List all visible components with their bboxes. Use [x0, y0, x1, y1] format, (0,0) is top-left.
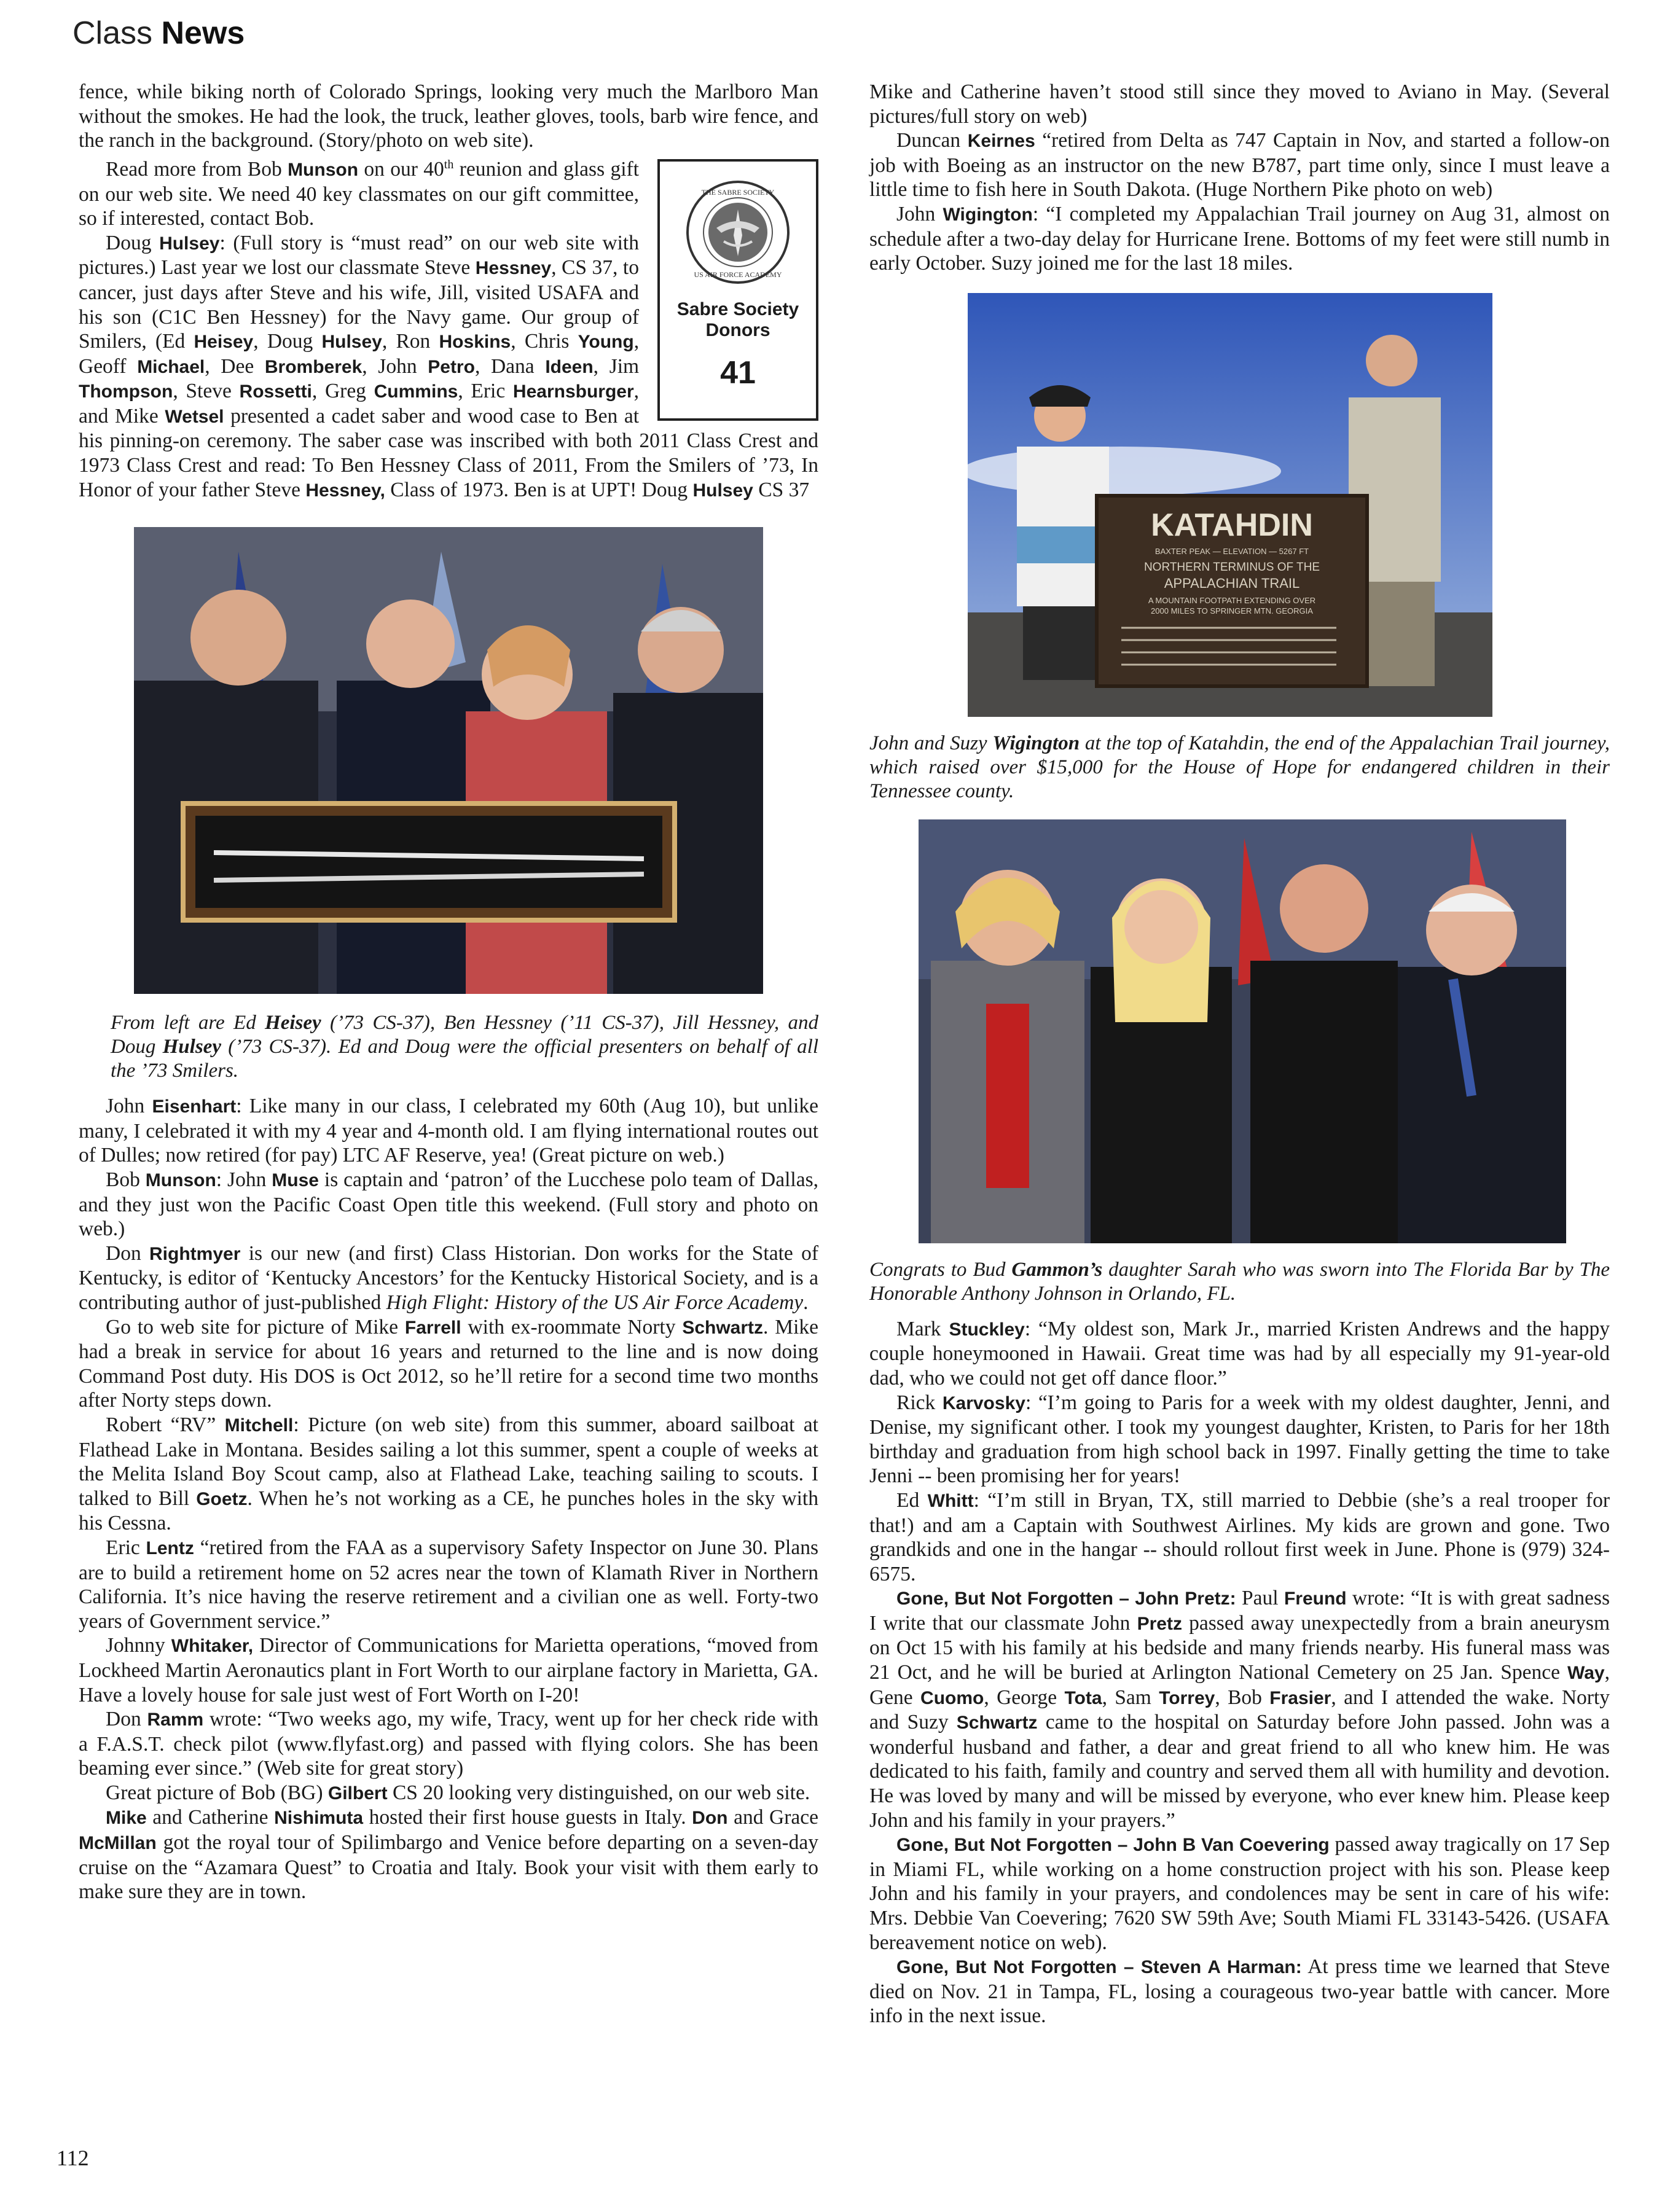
katahdin-sign-line: APPALACHIAN TRAIL — [1164, 575, 1300, 591]
photo-caption: From left are Ed Heisey (’73 CS-37), Ben Hessney (’11 CS-37), Jill Hessney, and Doug Hulsey (’73 CS-37). Ed and Doug were the official presenters on behalf of all the ’73 Smilers. — [111, 1012, 818, 1082]
sabre-society-box — [657, 159, 818, 421]
katahdin-photo — [968, 293, 1492, 717]
paragraph: Doug Hulsey: (Full story is “must read” on our web site with pictures.) Last year we lost our classmate Steve Hessney, CS 37, to cancer, just days after Steve and his wife, Jill, visited USAFA and his son (C1C Ben Hessney) for the Navy game. Our group of Smilers, (Ed Heisey, Doug Hulsey, Ron Hoskins, Chris Young, Geoff Michael, Dee Bromberek, John Petro, Dana Ideen, Jim Thompson, Steve Rossetti, Greg Cummins, Eric Hearnsburger, and Mike Wetsel presented a cadet saber and wood case to Ben at his pinning-on ceremony. The saber case was inscribed with both 2011 Class Crest and 1973 Class Crest and read: To Ben Hessney Class of 2011, From the Smilers of ’73, In Honor of your father Steve Hessney, Class of 1973. Ben is at UPT! Doug Hulsey CS 37 — [79, 231, 818, 501]
svg-text:THE SABRE SOCIETY: THE SABRE SOCIETY — [701, 187, 775, 197]
paragraph: Gone, But Not Forgotten – Steven A Harman: At press time we learned that Steve died on Nov. 21 in Tampa, FL, losing a courageous two-year battle with cancer. More info in the next issue. — [869, 1955, 1610, 2028]
florida-bar-photo — [919, 819, 1566, 1243]
katahdin-sign-line: 2000 MILES TO SPRINGER MTN. GEORGIA — [1151, 606, 1313, 616]
paragraph: fence, while biking north of Colorado Springs, looking very much the Marlboro Man without the smokes. He had the look, the truck, leather gloves, tools, barb wire fence, and the ranch in the background. (Story/photo on web site). — [79, 80, 818, 152]
paragraph: Go to web site for picture of Mike Farrell with ex-roommate Norty Schwartz. Mike had a break in service for about 16 years and returned to the line and is now doing Command Post duty. His DOS is Oct 2012, so he’ll retire for a second time two months after Norty steps down. — [79, 1315, 818, 1412]
right-column — [869, 80, 1610, 2028]
sabre-society-title: Sabre Society Donors — [676, 299, 799, 340]
paragraph: Mike and Catherine Nishimuta hosted their first house guests in Italy. Don and Grace McMillan got the royal tour of Spilimbargo and Venice before departing on a seven-day cruise on the “Azamara Quest” to Croatia and Italy. Book your visit with them early to make sure they are in town. — [79, 1806, 818, 1904]
page-number: 112 — [57, 2146, 89, 2170]
paragraph: Johnny Whitaker, Director of Communications for Marietta operations, “moved from Lockheed Martin Aeronautics plant in Fort Worth to our airplane factory in Marietta, GA. Have a lovely house for sale just west of Fort Worth on I-20! — [79, 1634, 818, 1706]
paragraph: Robert “RV” Mitchell: Picture (on web site) from this summer, aboard sailboat at Flathead Lake in Montana. Besides sailing a lot this summer, spent a couple of weeks at the Melita Island Boy Scout camp, also at Flathead Lake, teaching sailing to scouts. I talked to Bill Goetz. When he’s not working as a CE, he punches holes in the sky with his Cessna. — [79, 1413, 818, 1535]
saber-presentation-photo — [134, 527, 763, 994]
photo-caption: John and Suzy Wigington at the top of Katahdin, the end of the Appalachian Trail journey, which raised over $15,000 for the House of Hope for endangered children in their Tennessee county. — [869, 732, 1610, 802]
paragraph: Ed Whitt: “I’m still in Bryan, TX, still married to Debbie (she’s a real trooper for that!) and am a Captain with Southwest Airlines. My kids are grown and gone. Two grandkids and one in the hangar -- should rollout first week in June. Phone is (979) 324-6575. — [869, 1488, 1610, 1585]
svg-text:US AIR FORCE ACADEMY: US AIR FORCE ACADEMY — [694, 270, 782, 279]
section-header — [73, 17, 245, 49]
paragraph: Read more from Bob Munson on our 40th reunion and glass gift on our web site. We need 40 key classmates on our gift committee, so if interested, contact Bob. — [79, 157, 639, 230]
sabre-society-count: 41 — [720, 354, 756, 391]
katahdin-sign-title: KATAHDIN — [1151, 507, 1313, 543]
paragraph: Don Ramm wrote: “Two weeks ago, my wife, Tracy, went up for her check ride with a F.A.S.T. check pilot (www.flyfast.org) and passed with flying colors. She has been beaming ever since.” (Web site for great story) — [79, 1708, 818, 1780]
left-column — [79, 80, 818, 1904]
paragraph: Don Rightmyer is our new (and first) Class Historian. Don works for the State of Kentucky, is editor of ‘Kentucky Ancestors’ for the Kentucky Historical Society, and is a contributing author of just-published High Flight: History of the US Air Force Academy. — [79, 1241, 818, 1314]
paragraph: Gone, But Not Forgotten – John B Van Coevering passed away tragically on 17 Sep in Miami FL, while working on a home construction project with his son. Please keep John and his family in your prayers, and condolences may be sent in care of his wife: Mrs. Debbie Van Coevering; 7620 SW 59th Ave; South Miami FL 33143-5426. (USAFA bereavement notice on web). — [869, 1833, 1610, 1954]
paragraph: Bob Munson: John Muse is captain and ‘patron’ of the Lucchese polo team of Dallas, and they just won the Pacific Coast Open title this weekend. (Full story and photo on web.) — [79, 1168, 818, 1241]
paragraph: Great picture of Bob (BG) Gilbert CS 20 looking very distinguished, on our web site. — [106, 1781, 810, 1804]
paragraph: John Wigington: “I completed my Appalachian Trail journey on Aug 31, almost on schedule after a two-day delay for Hurricane Irene. Bottoms of my feet were still numb in early October. Suzy joined me for the last 18 miles. — [869, 202, 1610, 275]
paragraph: Rick Karvosky: “I’m going to Paris for a week with my oldest daughter, Jenni, and Denise, my significant other. I took my youngest daughter, Kristen, to Paris for her 18th birthday and graduation from high school back in 1997. Finally getting the time to take Jenni -- been promising her for years! — [869, 1391, 1610, 1488]
paragraph: Gone, But Not Forgotten – John Pretz: Paul Freund wrote: “It is with great sadness I write that our classmate John Pretz passed away unexpectedly from a brain aneurysm on Oct 15 with his family at his bedside and many friends nearby. His funeral mass was 21 Oct, and he will be buried at Arlington National Cemetery on 25 Jan. Spence Way, Gene Cuomo, George Tota, Sam Torrey, Bob Frasier, and I attended the wake. Norty and Suzy Schwartz came to the hospital on Saturday before John passed. John was a wonderful husband and father, a dear and great friend to all who knew him. He was dedicated to his faith, family and country and served them all with humility and devotion. He was loved by many and will be missed by everyone, who ever knew him. Please keep John and his family in your prayers.” — [869, 1587, 1610, 1832]
sabre-wrap — [79, 153, 818, 502]
katahdin-sign-line: BAXTER PEAK — ELEVATION — 5267 FT — [1154, 546, 1309, 556]
paragraph: John Eisenhart: Like many in our class, I celebrated my 60th (Aug 10), but unlike many, I celebrated it with my 4 year and 4-month old. I am flying international routes out of Dulles; now retired (for pay) LTC AF Reserve, yea! (Great picture on web.) — [79, 1095, 818, 1167]
header-title-bold: News — [161, 15, 245, 51]
header-title-light: Class — [73, 15, 153, 51]
paragraph: Mark Stuckley: “My oldest son, Mark Jr., married Kristen Andrews and the happy couple honeymooned in Hawaii. Great time was had by all especially my 91-year-old dad, who we could not get off dance floor.” — [869, 1317, 1610, 1389]
paragraph: Duncan Keirnes “retired from Delta as 747 Captain in Nov, and started a follow-on job with Boeing as an instructor on the new B787, part time only, since I must leave a little time to fish here in South Dakota. (Huge Northern Pike photo on web) — [869, 129, 1610, 201]
katahdin-sign-line: A MOUNTAIN FOOTPATH EXTENDING OVER — [1148, 595, 1316, 605]
paragraph: Mike and Catherine haven’t stood still since they moved to Aviano in May. (Several pictures/full story on web) — [869, 80, 1610, 128]
photo-caption: Congrats to Bud Gammon’s daughter Sarah who was sworn into The Florida Bar by The Honorable Anthony Johnson in Orlando, FL. — [869, 1258, 1610, 1305]
katahdin-sign-line: NORTHERN TERMINUS OF THE — [1143, 560, 1320, 574]
sabre-society-seal-icon — [686, 180, 790, 284]
paragraph: Eric Lentz “retired from the FAA as a supervisory Safety Inspector on June 30. Plans are to build a retirement home on 52 acres near the town of Klamath River in Northern California. It’s nice having the reserve retirement and a civilian one as well. Forty-two years of Government service.” — [79, 1536, 819, 1633]
